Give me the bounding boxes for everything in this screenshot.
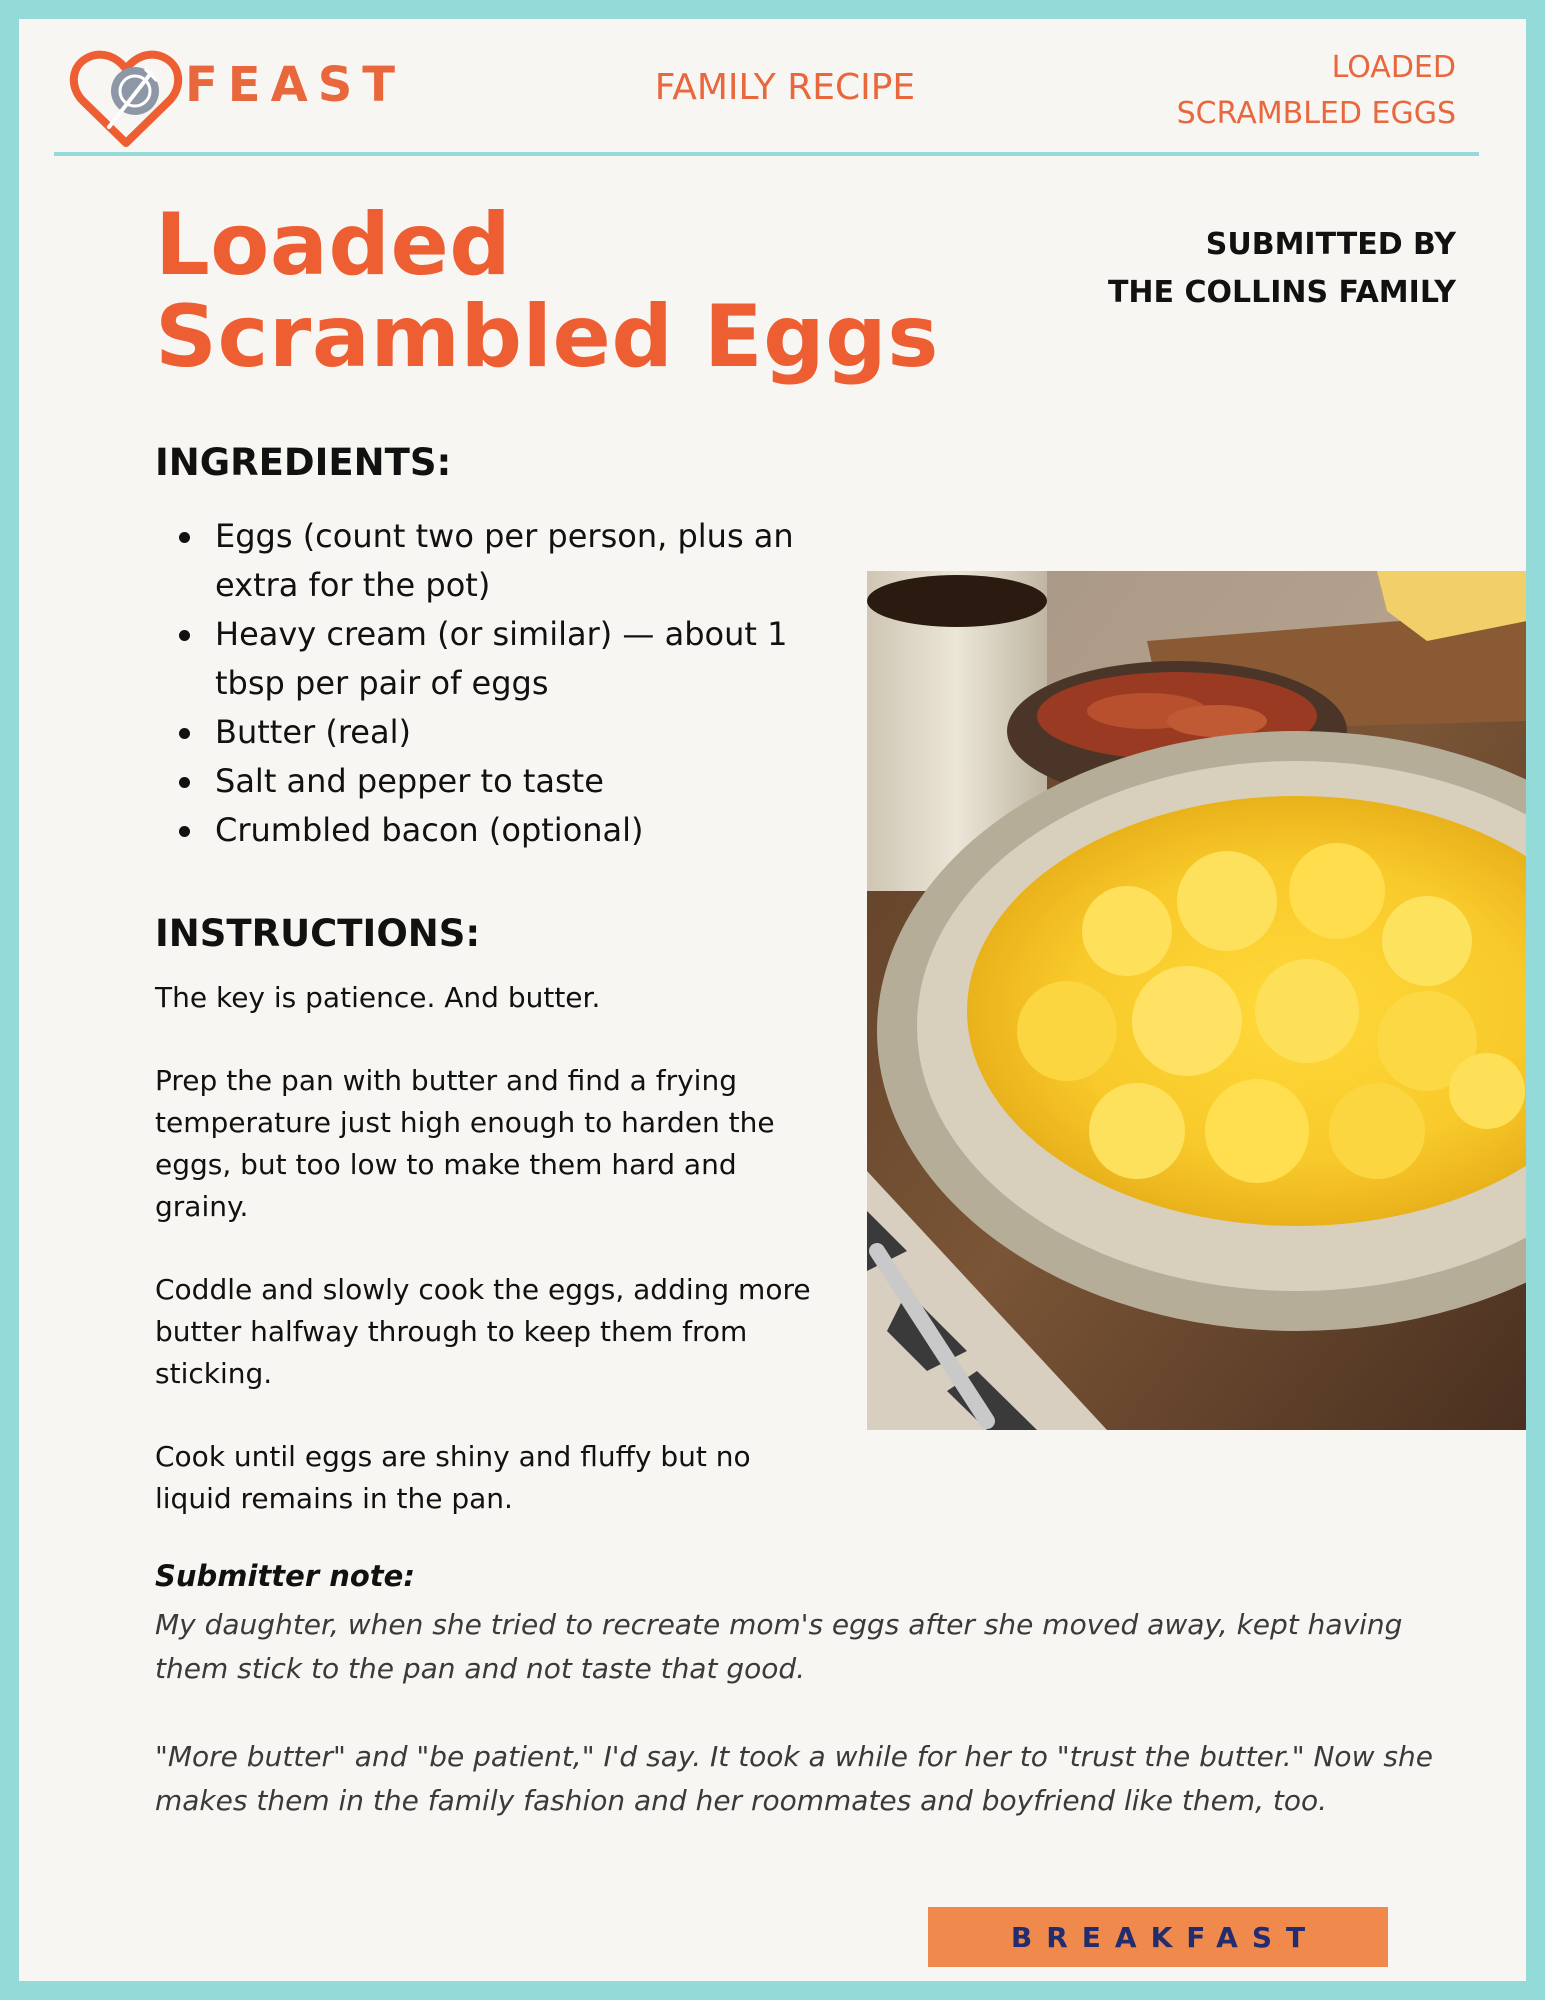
- category-tag: BREAKFAST: [928, 1907, 1388, 1967]
- header-section-label: FAMILY RECIPE: [654, 67, 916, 108]
- header-recipe-line-1: LOADED: [1331, 50, 1456, 85]
- brand-name: FEAST: [185, 57, 406, 113]
- scrambled-eggs-photo: [867, 571, 1526, 1430]
- ingredients-heading: INGREDIENTS:: [155, 441, 452, 484]
- note-paragraph: "More butter" and "be patient," I'd say. It took a while for her to "trust the butter." Now she makes them in the family fashion and her roommates and boyfriend like them, too.: [155, 1740, 1433, 1817]
- instruction-paragraph: The key is patience. And butter.: [155, 981, 601, 1014]
- ingredient-item: Eggs (count two per person, plus an extra for the pot): [175, 512, 825, 610]
- ingredient-item: Crumbled bacon (optional): [175, 806, 825, 855]
- instruction-paragraph: Coddle and slowly cook the eggs, adding more butter halfway through to keep them from sticking.: [155, 1273, 811, 1390]
- instructions-heading: INSTRUCTIONS:: [155, 912, 481, 955]
- ingredient-item: Heavy cream (or similar) — about 1 tbsp per pair of eggs: [175, 610, 825, 708]
- submitted-by-label: SUBMITTED BY: [1205, 227, 1456, 262]
- ingredients-list: [175, 512, 825, 855]
- submitter-note: [155, 1603, 1445, 1867]
- recipe-title: [155, 195, 1015, 387]
- recipe-card: [19, 19, 1526, 1981]
- ingredient-item: Butter (real): [175, 708, 825, 757]
- submitter-note-label: Submitter note:: [155, 1559, 415, 1593]
- header-recipe-name: [1056, 45, 1456, 137]
- submitter-name: THE COLLINS FAMILY: [1107, 275, 1456, 310]
- instruction-paragraph: Cook until eggs are shiny and fluffy but no liquid remains in the pan.: [155, 1440, 751, 1515]
- instruction-paragraph: Prep the pan with butter and find a frying temperature just high enough to harden the eggs, but too low to make them hard and grainy.: [155, 1064, 775, 1223]
- heart-fork-spoon-logo-icon: [69, 45, 184, 155]
- instructions-body: [155, 977, 835, 1561]
- header-recipe-line-2: SCRAMBLED EGGS: [1176, 96, 1456, 131]
- note-paragraph: My daughter, when she tried to recreate mom's eggs after she moved away, kept having them stick to the pan and not taste that good.: [155, 1608, 1403, 1685]
- header-divider: [54, 152, 1479, 156]
- recipe-title-line-1: Loaded: [155, 195, 512, 295]
- recipe-title-line-2: Scrambled Eggs: [155, 287, 939, 387]
- ingredient-item: Salt and pepper to taste: [175, 757, 825, 806]
- submitted-by: [956, 221, 1456, 317]
